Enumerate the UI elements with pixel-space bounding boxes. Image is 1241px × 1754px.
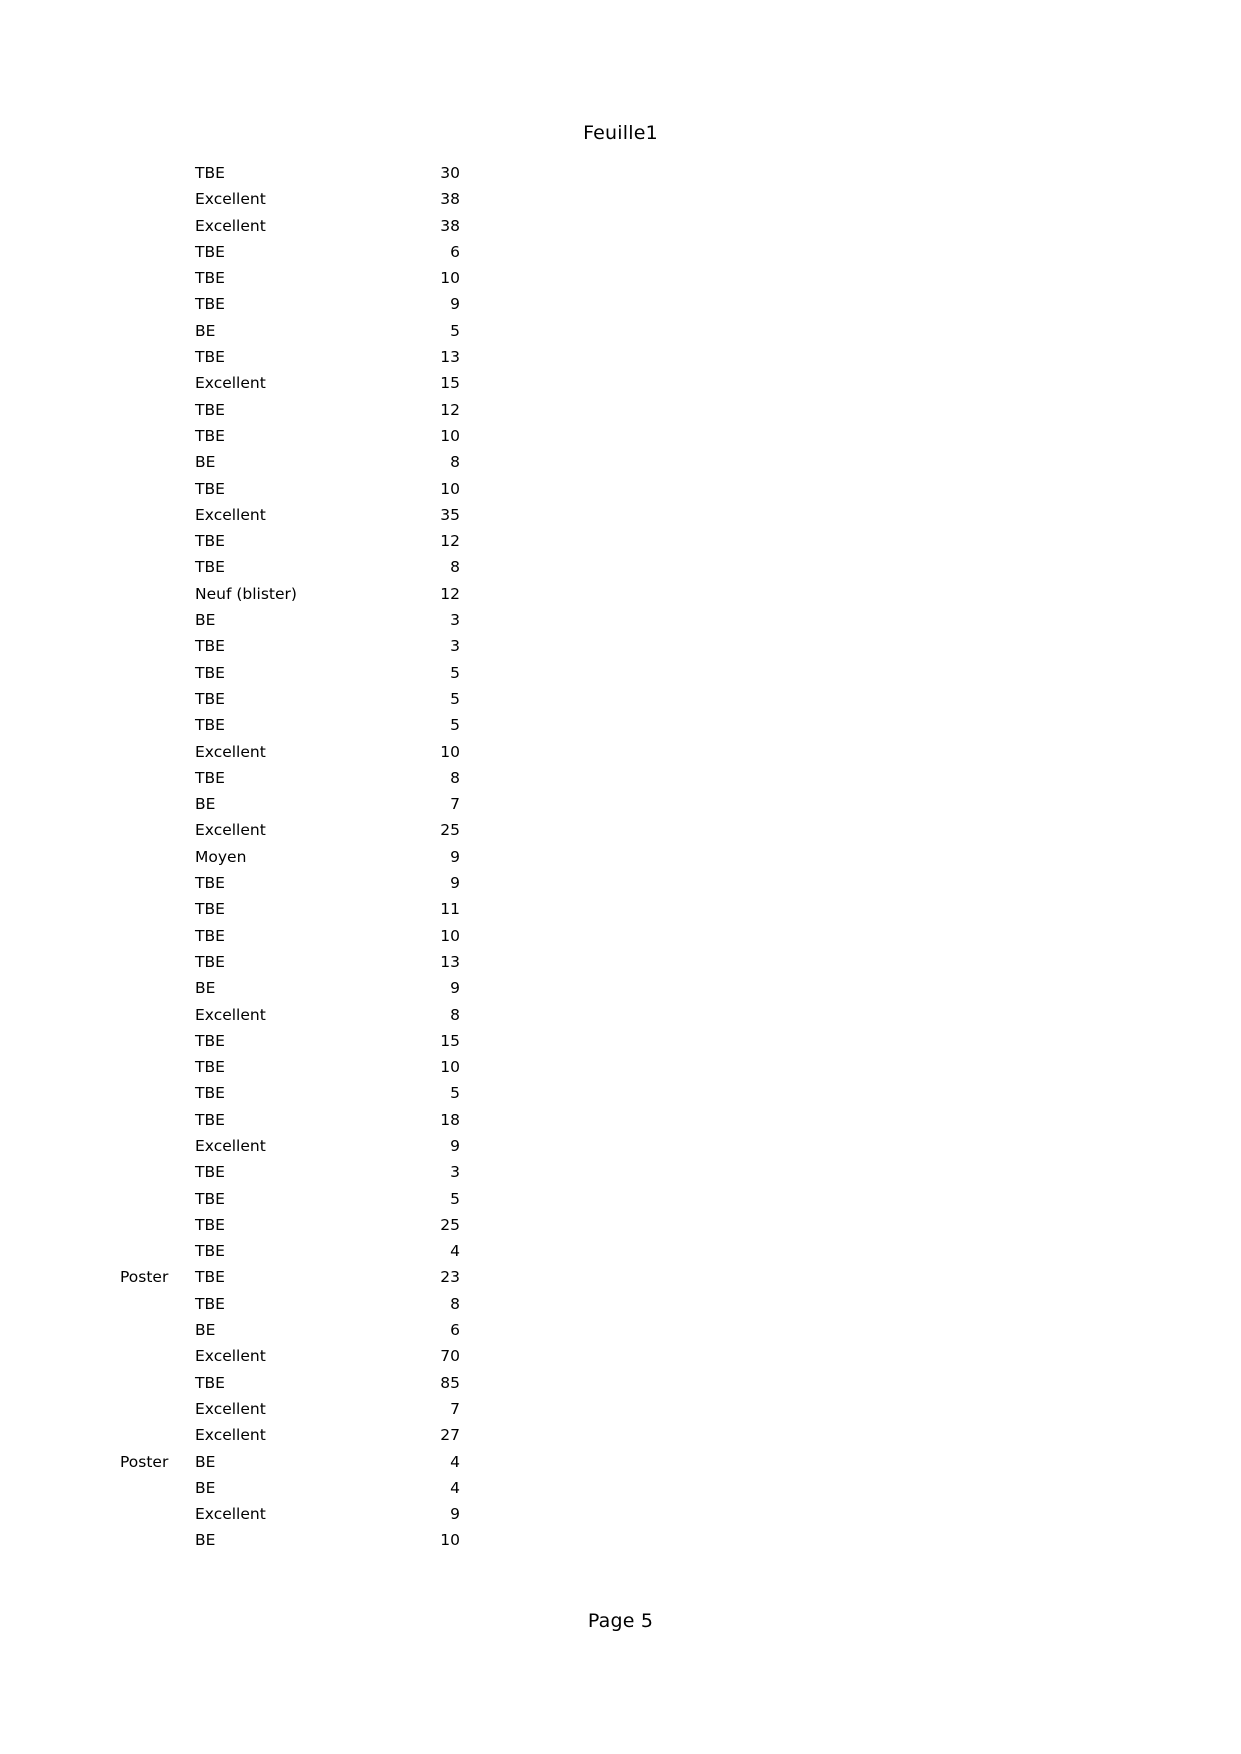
cell-condition: TBE [195, 1058, 225, 1077]
cell-quantity: 12 [440, 532, 460, 551]
cell-tag [120, 1002, 195, 1028]
cell-tag [120, 975, 195, 1001]
cell-condition: TBE [195, 479, 225, 498]
cell-tag [120, 817, 195, 843]
cell-quantity: 7 [450, 1399, 460, 1418]
cell-quantity: 25 [440, 821, 460, 840]
table-row [120, 1028, 460, 1054]
cell-tag [120, 1527, 195, 1553]
cell-condition: TBE [195, 663, 225, 682]
cell-condition: Excellent [195, 1136, 266, 1155]
cell-condition: BE [195, 1321, 216, 1340]
cell-condition: TBE [195, 874, 225, 893]
cell-quantity: 10 [440, 926, 460, 945]
cell-quantity: 3 [450, 637, 460, 656]
cell-quantity: 4 [450, 1242, 460, 1261]
cell-quantity: 11 [440, 900, 460, 919]
cell-quantity: 8 [450, 768, 460, 787]
cell-condition: TBE [195, 426, 225, 445]
cell-tag [120, 528, 195, 554]
cell-tag [120, 923, 195, 949]
cell-quantity: 6 [450, 242, 460, 261]
cell-quantity: 10 [440, 269, 460, 288]
table-row [120, 1501, 460, 1527]
table-row [120, 344, 460, 370]
table-row [120, 449, 460, 475]
table-row [120, 1186, 460, 1212]
cell-quantity: 10 [440, 1531, 460, 1550]
cell-quantity: 13 [440, 952, 460, 971]
cell-tag [120, 1370, 195, 1396]
cell-condition: Excellent [195, 190, 266, 209]
table-row [120, 1291, 460, 1317]
cell-quantity: 8 [450, 1294, 460, 1313]
table-row [120, 1317, 460, 1343]
cell-quantity: 5 [450, 321, 460, 340]
cell-quantity: 13 [440, 348, 460, 367]
cell-tag [120, 1343, 195, 1369]
cell-quantity: 5 [450, 689, 460, 708]
cell-quantity: 5 [450, 663, 460, 682]
cell-quantity: 9 [450, 1505, 460, 1524]
cell-condition: TBE [195, 926, 225, 945]
table-row [120, 896, 460, 922]
cell-condition: Moyen [195, 847, 247, 866]
cell-tag [120, 291, 195, 317]
table-row [120, 1422, 460, 1448]
page-header-title: Feuille1 [583, 122, 658, 144]
table-row [120, 213, 460, 239]
cell-tag [120, 1080, 195, 1106]
table-row [120, 739, 460, 765]
table-row [120, 1002, 460, 1028]
cell-tag [120, 581, 195, 607]
cell-condition: TBE [195, 164, 225, 182]
cell-condition: TBE [195, 242, 225, 261]
table-row [120, 291, 460, 317]
cell-condition: TBE [195, 768, 225, 787]
table-row [120, 1159, 460, 1185]
cell-quantity: 30 [440, 164, 460, 182]
table-row [120, 633, 460, 659]
table-row [120, 817, 460, 843]
table-row [120, 265, 460, 291]
table-row [120, 686, 460, 712]
cell-condition: TBE [195, 1163, 225, 1182]
cell-condition: TBE [195, 1268, 225, 1287]
cell-tag [120, 239, 195, 265]
cell-quantity: 10 [440, 742, 460, 761]
cell-quantity: 38 [440, 190, 460, 209]
cell-condition: Excellent [195, 1426, 266, 1445]
cell-tag [120, 1212, 195, 1238]
cell-tag [120, 186, 195, 212]
cell-tag [120, 1422, 195, 1448]
table-row [120, 607, 460, 633]
cell-tag [120, 1159, 195, 1185]
cell-tag [120, 1133, 195, 1159]
table-row [120, 160, 460, 186]
cell-condition: Excellent [195, 1347, 266, 1366]
cell-tag [120, 397, 195, 423]
cell-tag [120, 739, 195, 765]
cell-tag [120, 476, 195, 502]
cell-tag [120, 1396, 195, 1422]
table-row [120, 502, 460, 528]
cell-condition: BE [195, 453, 216, 472]
cell-tag [120, 1238, 195, 1264]
table-row [120, 1133, 460, 1159]
cell-tag [120, 844, 195, 870]
cell-tag: Poster [120, 1268, 169, 1287]
cell-quantity: 10 [440, 1058, 460, 1077]
table-row [120, 528, 460, 554]
cell-quantity: 35 [440, 505, 460, 524]
cell-quantity: 27 [440, 1426, 460, 1445]
cell-quantity: 18 [440, 1110, 460, 1129]
table-row [120, 765, 460, 791]
cell-condition: Excellent [195, 742, 266, 761]
table-row [120, 239, 460, 265]
cell-tag [120, 370, 195, 396]
cell-tag [120, 1028, 195, 1054]
cell-tag [120, 1475, 195, 1501]
table-body [120, 160, 460, 1554]
cell-quantity: 5 [450, 716, 460, 735]
cell-tag [120, 1186, 195, 1212]
cell-tag [120, 502, 195, 528]
cell-condition: TBE [195, 1294, 225, 1313]
cell-tag [120, 449, 195, 475]
cell-tag [120, 765, 195, 791]
table-row [120, 370, 460, 396]
cell-condition: BE [195, 1478, 216, 1497]
cell-tag [120, 423, 195, 449]
cell-tag [120, 1107, 195, 1133]
cell-tag [120, 686, 195, 712]
table-row [120, 1343, 460, 1369]
cell-condition: TBE [195, 295, 225, 314]
cell-tag [120, 1291, 195, 1317]
cell-condition: Neuf (blister) [195, 584, 297, 603]
table-row [120, 1475, 460, 1501]
cell-condition: BE [195, 321, 216, 340]
cell-tag [120, 1501, 195, 1527]
cell-quantity: 10 [440, 479, 460, 498]
table-row [120, 923, 460, 949]
cell-condition: TBE [195, 900, 225, 919]
cell-condition: Excellent [195, 1005, 266, 1024]
cell-tag [120, 554, 195, 580]
cell-condition: BE [195, 979, 216, 998]
cell-quantity: 9 [450, 295, 460, 314]
cell-quantity: 25 [440, 1215, 460, 1234]
cell-condition: TBE [195, 400, 225, 419]
cell-quantity: 7 [450, 795, 460, 814]
cell-quantity: 12 [440, 400, 460, 419]
cell-condition: Excellent [195, 374, 266, 393]
table-row [120, 1264, 460, 1290]
cell-tag [120, 213, 195, 239]
cell-quantity: 8 [450, 558, 460, 577]
cell-tag [120, 607, 195, 633]
table-row [120, 1107, 460, 1133]
table-row [120, 1527, 460, 1553]
table-row [120, 1080, 460, 1106]
cell-quantity: 6 [450, 1321, 460, 1340]
table-row [120, 186, 460, 212]
cell-quantity: 3 [450, 1163, 460, 1182]
table-row [120, 844, 460, 870]
cell-quantity: 4 [450, 1478, 460, 1497]
cell-condition: TBE [195, 558, 225, 577]
cell-tag [120, 712, 195, 738]
table-row [120, 1449, 460, 1475]
cell-condition: TBE [195, 952, 225, 971]
cell-condition: TBE [195, 532, 225, 551]
cell-condition: BE [195, 1452, 216, 1471]
cell-tag [120, 633, 195, 659]
cell-condition: BE [195, 611, 216, 630]
cell-condition: TBE [195, 1084, 225, 1103]
cell-condition: Excellent [195, 505, 266, 524]
table-row [120, 423, 460, 449]
cell-tag [120, 949, 195, 975]
page-footer-label: Page 5 [587, 1610, 654, 1632]
cell-condition: TBE [195, 1110, 225, 1129]
table-row [120, 791, 460, 817]
table-row [120, 1396, 460, 1422]
cell-condition: TBE [195, 1031, 225, 1050]
cell-quantity: 12 [440, 584, 460, 603]
cell-quantity: 5 [450, 1189, 460, 1208]
cell-tag [120, 160, 195, 186]
cell-tag [120, 1317, 195, 1343]
table-row [120, 660, 460, 686]
cell-tag [120, 870, 195, 896]
table-row [120, 712, 460, 738]
table-row [120, 318, 460, 344]
cell-condition: TBE [195, 689, 225, 708]
cell-condition: TBE [195, 637, 225, 656]
table-row [120, 1370, 460, 1396]
cell-quantity: 3 [450, 611, 460, 630]
cell-condition: TBE [195, 716, 225, 735]
cell-condition: TBE [195, 1373, 225, 1392]
cell-condition: TBE [195, 1189, 225, 1208]
cell-condition: Excellent [195, 1505, 266, 1524]
cell-tag: Poster [120, 1452, 169, 1471]
cell-quantity: 23 [440, 1268, 460, 1287]
cell-quantity: 70 [440, 1347, 460, 1366]
cell-quantity: 9 [450, 1136, 460, 1155]
cell-condition: TBE [195, 348, 225, 367]
cell-condition: Excellent [195, 1399, 266, 1418]
cell-condition: Excellent [195, 216, 266, 235]
cell-quantity: 85 [440, 1373, 460, 1392]
cell-condition: TBE [195, 1242, 225, 1261]
cell-quantity: 9 [450, 874, 460, 893]
table-row [120, 554, 460, 580]
spreadsheet-area [0, 160, 1241, 1554]
table-row [120, 476, 460, 502]
table-row [120, 1054, 460, 1080]
cell-condition: Excellent [195, 821, 266, 840]
cell-quantity: 8 [450, 1005, 460, 1024]
table-row [120, 1238, 460, 1264]
cell-quantity: 5 [450, 1084, 460, 1103]
cell-quantity: 38 [440, 216, 460, 235]
cell-quantity: 9 [450, 979, 460, 998]
cell-quantity: 8 [450, 453, 460, 472]
cell-condition: TBE [195, 1215, 225, 1234]
table-row [120, 870, 460, 896]
cell-tag [120, 896, 195, 922]
cell-quantity: 15 [440, 1031, 460, 1050]
cell-quantity: 9 [450, 847, 460, 866]
table-row [120, 1212, 460, 1238]
cell-condition: TBE [195, 269, 225, 288]
cell-quantity: 10 [440, 426, 460, 445]
data-table [120, 160, 460, 1554]
cell-tag [120, 318, 195, 344]
table-row [120, 581, 460, 607]
table-row [120, 949, 460, 975]
table-row [120, 975, 460, 1001]
cell-quantity: 4 [450, 1452, 460, 1471]
cell-tag [120, 265, 195, 291]
cell-tag [120, 1054, 195, 1080]
cell-quantity: 15 [440, 374, 460, 393]
cell-tag [120, 791, 195, 817]
cell-tag [120, 344, 195, 370]
cell-condition: BE [195, 1531, 216, 1550]
table-row [120, 397, 460, 423]
cell-tag [120, 660, 195, 686]
cell-condition: BE [195, 795, 216, 814]
